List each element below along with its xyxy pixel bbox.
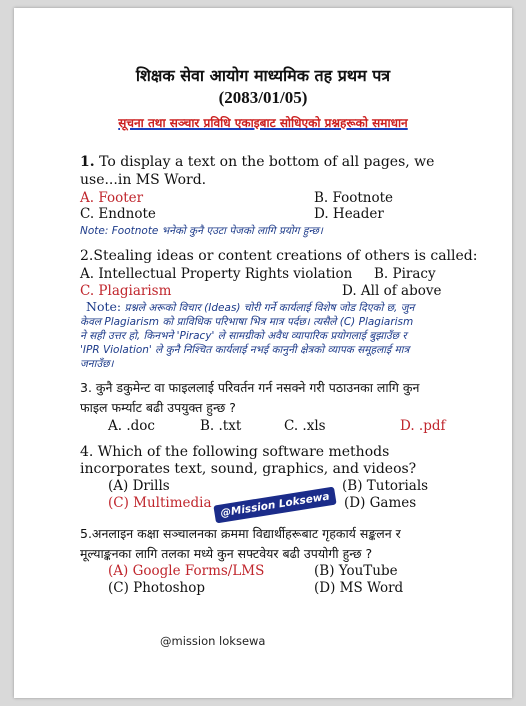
q1-note: Note: Footnote भनेको कुनै एउटा पेजको लागि प्रयोग हुन्छ। — [80, 225, 323, 237]
q1-option-b: B. Footnote — [314, 190, 394, 206]
document-title: शिक्षक सेवा आयोग माध्यमिक तह प्रथम पत्र — [135, 66, 391, 85]
q4-line2: incorporates text, sound, graphics, and videos? — [80, 461, 417, 477]
q4-option-c: (C) Multimedia — [108, 495, 212, 511]
q3-option-a: A. .doc — [108, 418, 155, 434]
document-date: (2083/01/05) — [218, 88, 308, 107]
q4-option-a: (A) Drills — [108, 478, 170, 494]
q3-option-d: D. .pdf — [400, 418, 446, 434]
q2-note-line4: 'IPR Violation' ले कुनै निश्चित कार्यलाई नभई कानुनी क्षेत्रको व्यापक समूहलाई मात्र — [80, 344, 410, 356]
q5-line2: मूल्याङ्कनका लागि तलका मध्ये कुन सफ्टवेयर बढी उपयोगी हुन्छ ? — [80, 546, 373, 561]
q5-option-d: (D) MS Word — [314, 580, 404, 596]
q1-option-c: C. Endnote — [80, 206, 156, 222]
q2-option-b: B. Piracy — [374, 266, 436, 282]
q3-option-c: C. .xls — [284, 418, 326, 434]
q1-option-d: D. Header — [314, 206, 384, 222]
q5-line1: 5.अनलाइन कक्षा सञ्चालनका क्रममा विद्यार्थीहरूबाट गृहकार्य सङ्कलन र — [80, 526, 401, 541]
q4-option-b: (B) Tutorials — [342, 478, 429, 494]
q2-note-text1: प्रश्नले अरूको विचार (Ideas) चोरी गर्ने कार्यलाई विशेष जोड दिएको छ, जुन — [124, 302, 415, 314]
q5-option-a: (A) Google Forms/LMS — [108, 563, 265, 579]
q3-option-b: B. .txt — [200, 418, 242, 434]
document-page — [14, 8, 512, 698]
q5-option-c: (C) Photoshop — [108, 580, 206, 596]
q2-note-line1 — [86, 300, 414, 315]
q1-text: To display a text on the bottom of all pages, we — [99, 154, 435, 170]
q2-option-c: C. Plagiarism — [80, 283, 172, 299]
q1-line2: use...in MS Word. — [80, 172, 207, 188]
q2-note-line3: ने सही उत्तर हो, किनभने 'Piracy' ले सामग्रीको अवैध व्यापारिक प्रयोगलाई बुझाउँछ र — [80, 330, 407, 342]
q3-line1: 3. कुनै डकुमेन्ट वा फाइललाई परिवर्तन गर्न नसक्ने गरी पठाउनका लागि कुन — [80, 380, 420, 395]
q2-note-line2: केवल Plagiarism को प्राविधिक परिभाषा भित्र मात्र पर्दछ। त्यसैले (C) Plagiarism — [80, 316, 414, 328]
q2-option-d: D. All of above — [342, 283, 442, 299]
q1-option-a: A. Footer — [80, 190, 144, 206]
footer-handle: @mission loksewa — [160, 634, 266, 648]
q2-option-a: A. Intellectual Property Rights violation — [80, 266, 353, 282]
document-subtitle: सूचना तथा सञ्चार प्रविधि एकाइबाट सोधिएको प्रश्नहरूको समाधान — [118, 116, 408, 130]
q4-line1: 4. Which of the following software methods — [80, 444, 390, 460]
q1-number: 1. — [80, 154, 95, 170]
q2-note-label: Note: — [86, 299, 122, 314]
q2-question: 2.Stealing ideas or content creations of others is called: — [80, 248, 478, 264]
q4-option-d: (D) Games — [344, 495, 417, 511]
q1-line1 — [80, 154, 434, 170]
q3-line2: फाइल फर्म्याट बढी उपयुक्त हुन्छ ? — [80, 400, 236, 415]
mission-loksewa-watermark: @Mission Loksewa — [213, 487, 336, 524]
q2-note-line5: जनाउँछ। — [80, 358, 114, 370]
q5-option-b: (B) YouTube — [314, 563, 398, 579]
